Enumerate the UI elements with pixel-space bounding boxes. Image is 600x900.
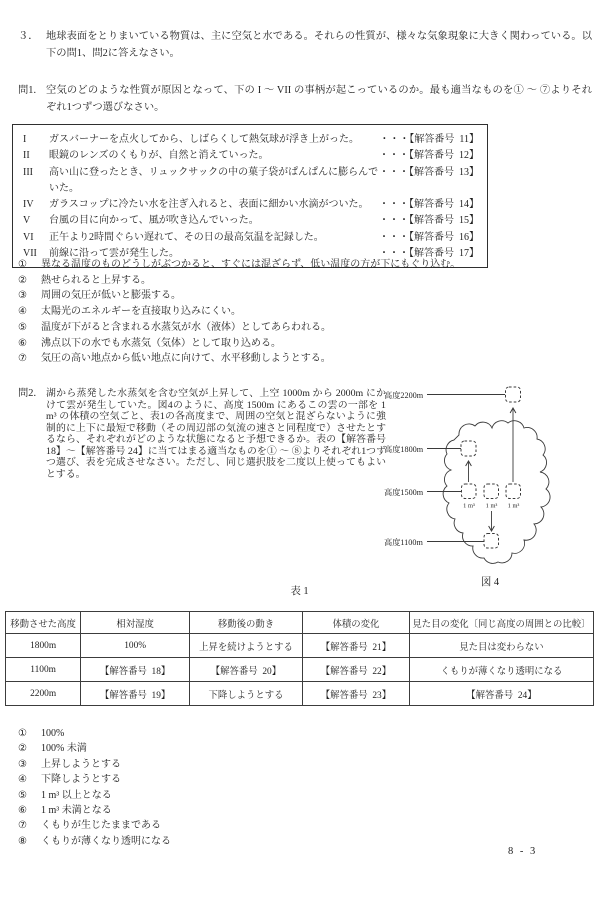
q1-heading	[18, 83, 592, 117]
cell: 【解答番号 18】	[81, 658, 190, 682]
choice-item	[18, 257, 584, 273]
air-parcel-box-1800	[461, 441, 476, 456]
table-row	[6, 658, 594, 682]
col-header: 相対湿度	[81, 612, 190, 634]
answer-number: ・・・【解答番号 11】	[379, 134, 479, 145]
cell: くもりが薄くなり透明になる	[409, 658, 593, 682]
choice-number: ⑥	[18, 337, 27, 349]
table-1-caption: 表 1	[290, 586, 309, 597]
q1-statement-box	[12, 124, 488, 268]
q2-text: 湖から蒸発した水蒸気を含む空気が上昇して、上空 1000m から 2000m にかけて雲が発生していた。図4のように、高度 1500m にあるこの雲の一部を 1 m³ の体積の空気ごと、表1の各高度まで、周囲の空気と混ざらないように強制的に上下に最短で移動（その周辺部の気流の速さと同程度で）させたとするなら、それぞれがどのような状態になると予想できるか。表の【解答番号 18】～【解答番号 24】に当てはまる適当なものを① ～ ⑧よりそれぞれ1つずつ選び、表を完成させなさい。ただし、同じ選択肢を二度以上使ってもよいとする。	[46, 388, 386, 480]
cell: 【解答番号 23】	[302, 682, 409, 706]
answer-number: ・・・【解答番号 16】	[379, 231, 479, 243]
altitude-label-2200: 高度2200m	[384, 391, 424, 400]
choice-number: ②	[18, 274, 27, 286]
parcel-volume-label: 1 m³	[485, 502, 498, 510]
roman-numeral: VII	[23, 248, 37, 260]
cell: 【解答番号 24】	[409, 682, 593, 706]
statement-text: 前線に沿って雲が発生した。	[49, 248, 179, 260]
choice-text: 熱せられると上昇する。	[41, 274, 151, 286]
choice-item	[18, 803, 418, 818]
choice-text: 下降しようとする	[41, 774, 121, 786]
choice-number: ①	[18, 259, 27, 270]
choice-number: ⑤	[18, 321, 27, 333]
choice-item	[18, 788, 418, 803]
choice-number: ⑥	[18, 805, 27, 817]
cell: 下降しようとする	[190, 682, 303, 706]
choice-item	[18, 757, 418, 772]
choice-text: 温度が下がると含まれる水蒸気が水（液体）としてあらわれる。	[41, 321, 331, 333]
statement-text: ガラスコップに冷たい水を注ぎ入れると、表面に細かい水滴がついた。	[49, 199, 369, 211]
statement-row	[23, 165, 479, 198]
statement-text: 高い山に登ったとき、リュックサックの中の菓子袋がぱんぱんに膨らんでいた。	[49, 166, 379, 194]
table-1	[5, 611, 594, 706]
answer-number: ・・・【解答番号 15】	[379, 215, 479, 227]
choice-item	[18, 304, 584, 320]
air-parcel-box-1500-left	[462, 484, 477, 499]
cell: 100%	[81, 634, 190, 658]
choice-text: 1 m³ 未満となる	[41, 805, 112, 817]
table-row	[6, 682, 594, 706]
choice-text: 上昇しようとする	[41, 758, 121, 770]
choice-number: ⑦	[18, 353, 27, 365]
statement-row	[23, 230, 479, 246]
cell: 【解答番号 20】	[190, 658, 303, 682]
altitude-label-1800: 高度1800m	[384, 445, 424, 454]
table-header-row	[6, 612, 594, 634]
choice-item	[18, 772, 418, 787]
cell: 上昇を続けようとする	[190, 634, 303, 658]
choice-item	[18, 336, 584, 352]
choice-item	[18, 351, 584, 367]
col-header: 体積の変化	[302, 612, 409, 634]
choice-text: 沸点以下の水でも水蒸気（気体）として取り込める。	[41, 337, 281, 349]
roman-numeral: III	[23, 166, 33, 178]
q2-heading	[18, 388, 386, 480]
choice-text: 周囲の気圧が低いと膨張する。	[41, 290, 181, 302]
figure-4-caption: 図 4	[480, 577, 500, 588]
choice-text: 異なる温度のものどうしがぶつかると、すぐには混ざらず、低い温度の方が下にもぐり込む。	[41, 259, 461, 270]
choice-text: 100%	[41, 728, 65, 739]
answer-number: ・・・【解答番号 17】	[379, 248, 479, 260]
choice-number: ①	[18, 728, 27, 739]
table-row	[6, 634, 594, 658]
air-parcel-box-1500-right	[506, 484, 521, 499]
cell: 見た目は変わらない	[409, 634, 593, 658]
statement-text: ガスバーナーを点火してから、しばらくして熱気球が浮き上がった。	[49, 134, 359, 145]
cell: 2200m	[6, 682, 81, 706]
cell: 1100m	[6, 658, 81, 682]
choice-number: ③	[18, 758, 27, 770]
choice-number: ⑦	[18, 820, 27, 832]
answer-number: ・・・【解答番号 14】	[379, 199, 479, 211]
choice-text: 100% 未満	[41, 743, 87, 755]
choice-item	[18, 320, 584, 336]
cell: 【解答番号 21】	[302, 634, 409, 658]
parcel-volume-label: 1 m³	[507, 502, 520, 510]
choice-text: くもりが生じたままである	[41, 820, 161, 832]
parcel-volume-label: 1 m³	[463, 502, 475, 510]
figure-4-diagram	[381, 381, 599, 571]
q2-choices	[18, 726, 418, 849]
choice-text: 1 m³ 以上となる	[41, 789, 112, 801]
col-header: 移動させた高度	[6, 612, 81, 634]
statement-row	[23, 197, 479, 213]
roman-numeral: IV	[23, 199, 34, 211]
choice-text: 太陽光のエネルギーを直接取り込みにくい。	[41, 306, 241, 318]
cell: 【解答番号 22】	[302, 658, 409, 682]
statement-row	[23, 213, 479, 229]
section3-heading	[18, 29, 592, 63]
altitude-label-1100: 高度1100m	[384, 538, 423, 547]
roman-numeral: II	[23, 150, 30, 162]
q1-label: 問1.	[18, 85, 37, 96]
choice-item	[18, 273, 584, 289]
q1-choices	[18, 257, 584, 367]
air-parcel-box-1100	[484, 534, 499, 549]
answer-number: ・・・【解答番号 12】	[379, 150, 479, 162]
roman-numeral: I	[23, 134, 27, 145]
roman-numeral: V	[23, 215, 31, 227]
col-header: 見た目の変化〔同じ高度の周囲との比較〕	[409, 612, 593, 634]
choice-text: 気圧の高い地点から低い地点に向けて、水平移動しようとする。	[41, 353, 331, 365]
choice-item	[18, 818, 418, 833]
page-number: 8 - 3	[508, 846, 538, 857]
choice-item	[18, 834, 418, 849]
section3-number: ３．	[18, 31, 39, 42]
statement-text: 眼鏡のレンズのくもりが、自然と消えていった。	[49, 150, 269, 162]
answer-number: ・・・【解答番号 13】	[379, 166, 479, 178]
air-parcel-box-2200	[506, 387, 521, 402]
choice-number: ③	[18, 290, 27, 302]
cell: 1800m	[6, 634, 81, 658]
q1-text: 空気のどのような性質が原因となって、下の I ～ VII の事柄が起こっているのか。最も適当なものを① ～ ⑦よりそれぞれ1つずつ選びなさい。	[46, 85, 592, 113]
altitude-label-1500: 高度1500m	[384, 488, 424, 497]
cell: 【解答番号 19】	[81, 682, 190, 706]
section3-text: 地球表面をとりまいている物質は、主に空気と水である。それらの性質が、様々な気象現象に大きく関わっている。以下の問1、問2に答えなさい。	[46, 31, 592, 59]
air-parcel-box-1500-middle	[484, 484, 499, 499]
choice-item	[18, 726, 418, 741]
choice-number: ⑧	[18, 835, 27, 847]
choice-item	[18, 288, 584, 304]
roman-numeral: VI	[23, 231, 34, 243]
statement-text: 正午より2時間ぐらい遅れて、その日の最高気温を記録した。	[49, 231, 324, 243]
choice-number: ⑤	[18, 789, 27, 801]
choice-text: くもりが薄くなり透明になる	[41, 835, 171, 847]
choice-number: ④	[18, 774, 27, 786]
statement-row	[23, 132, 479, 148]
q2-label: 問2.	[18, 388, 37, 399]
col-header: 移動後の動き	[190, 612, 303, 634]
statement-row	[23, 148, 479, 164]
choice-number: ④	[18, 306, 27, 318]
choice-number: ②	[18, 743, 27, 755]
choice-item	[18, 741, 418, 756]
statement-text: 台風の目に向かって、風が吹き込んでいった。	[49, 215, 259, 227]
